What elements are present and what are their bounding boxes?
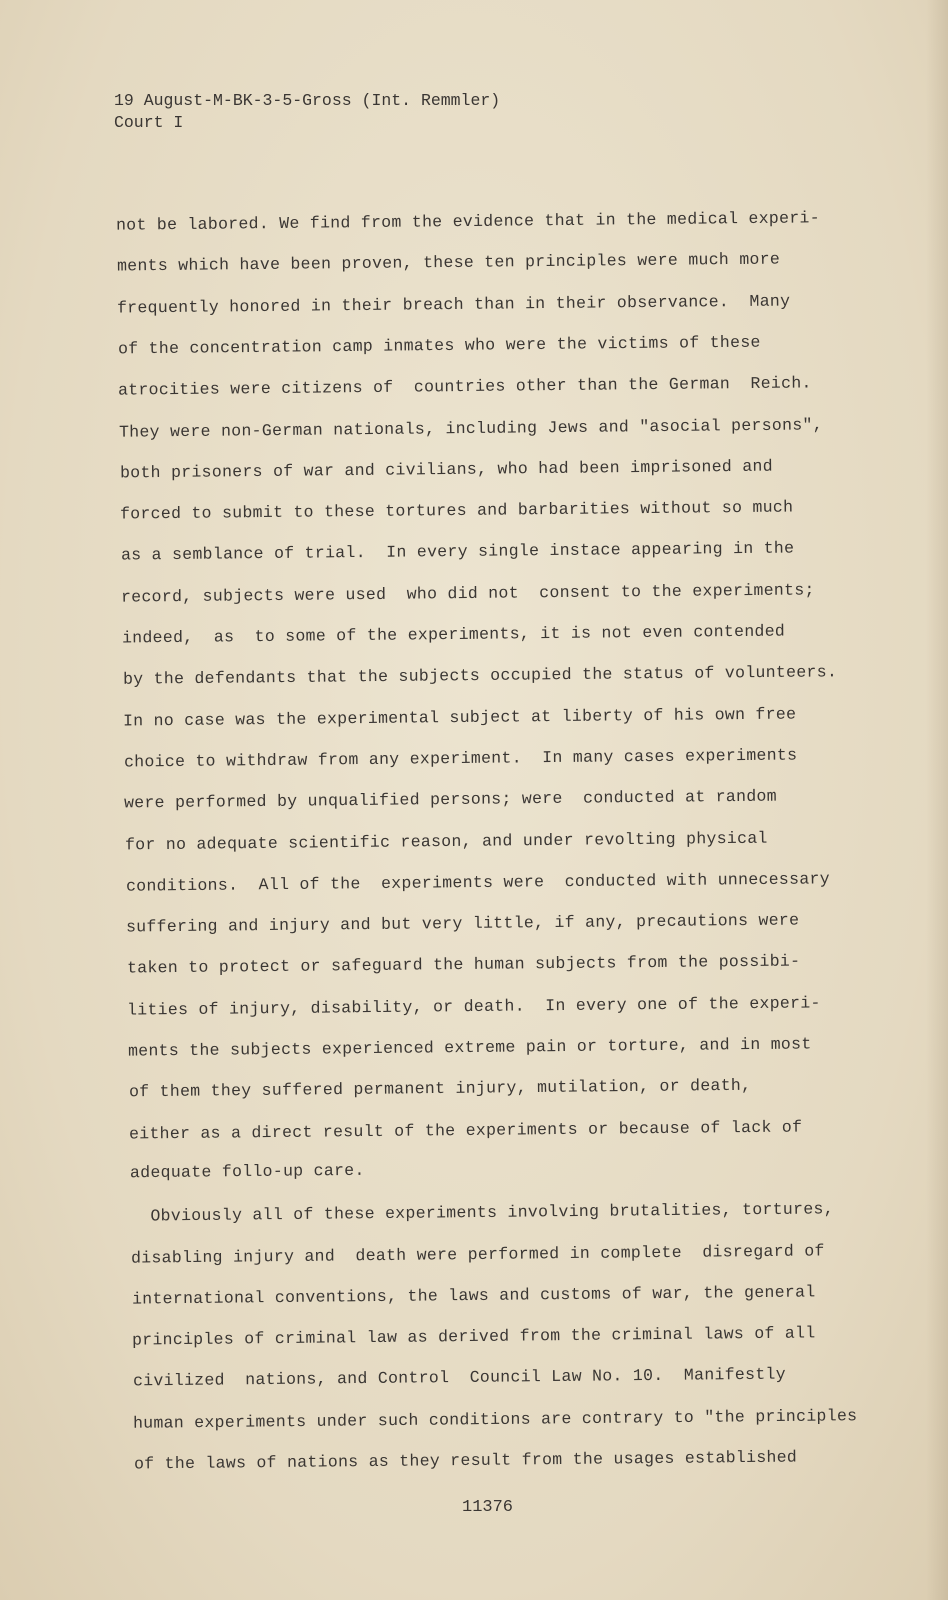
header-line-1: 19 August-M-BK-3-5-Gross (Int. Remmler) — [114, 91, 501, 110]
text-line: were performed by unqualified persons; were conducted at random — [124, 786, 778, 813]
text-line: principles of criminal law as derived from the criminal laws of all — [132, 1323, 816, 1350]
text-line: adequate follo-up care. — [129, 1160, 365, 1183]
text-line: indeed, as to some of the experiments, it is not even contended — [121, 621, 786, 648]
text-line: They were non-German nationals, including Jews and "asocial persons", — [118, 414, 824, 442]
text-line: human experiments under such conditions are contrary to "the principles — [133, 1405, 858, 1433]
text-line: as a semblance of trial. In every single instace appearing in the — [120, 538, 795, 565]
text-line: international conventions, the laws and customs of war, the general — [131, 1282, 816, 1309]
text-line: either as a direct result of the experiments or because of lack of — [129, 1117, 803, 1144]
text-line: In no case was the experimental subject at liberty of his own free — [123, 704, 797, 731]
text-line: lities of injury, disability, or death. In every one of the experi- — [127, 993, 822, 1020]
text-line: record, subjects were used who did not consent to the experiments; — [121, 580, 816, 607]
text-line: disabling injury and death were performed in complete disregard of — [130, 1240, 825, 1268]
document-header — [114, 90, 500, 134]
text-line: atrocities were citizens of countries other than the German Reich. — [118, 373, 813, 400]
text-line: of the concentration camp inmates who were the victims of these — [117, 332, 761, 359]
text-line: of the laws of nations as they result from the usages established — [133, 1447, 798, 1474]
text-line: by the defendants that the subjects occupied the status of volunteers. — [122, 662, 837, 690]
header-line-2: Court I — [114, 113, 184, 132]
text-line: for no adequate scientific reason, and under revolting physical — [124, 828, 768, 854]
text-line: ments the subjects experienced extreme pain or torture, and in most — [127, 1034, 812, 1061]
text-line: of them they suffered permanent injury, mutilation, or death, — [128, 1076, 751, 1102]
text-line: Obviously all of these experiments involving brutalities, tortures, — [130, 1199, 835, 1226]
text-line: suffering and injury and but very little, if any, precautions were — [126, 910, 800, 937]
text-line: choice to withdraw from any experiment. In many cases experiments — [123, 745, 798, 772]
text-line: both prisoners of war and civilians, who had been imprisoned and — [119, 456, 773, 483]
page-number: 11376 — [462, 1498, 514, 1517]
page-edge — [926, 0, 948, 1600]
text-line: forced to submit to these tortures and barbarities without so much — [120, 497, 794, 524]
text-line: frequently honored in their breach than in their observance. Many — [117, 291, 791, 318]
text-line: conditions. All of the experiments were conducted with unnecessary — [125, 869, 830, 896]
text-line: taken to protect or safeguard the human subjects from the possibi- — [126, 951, 801, 978]
text-line: not be labored. We find from the evidence that in the medical experi- — [115, 208, 821, 235]
text-line: ments which have been proven, these ten principles were much more — [116, 249, 780, 276]
text-line: civilized nations, and Control Council Law No. 10. Manifestly — [132, 1364, 786, 1391]
